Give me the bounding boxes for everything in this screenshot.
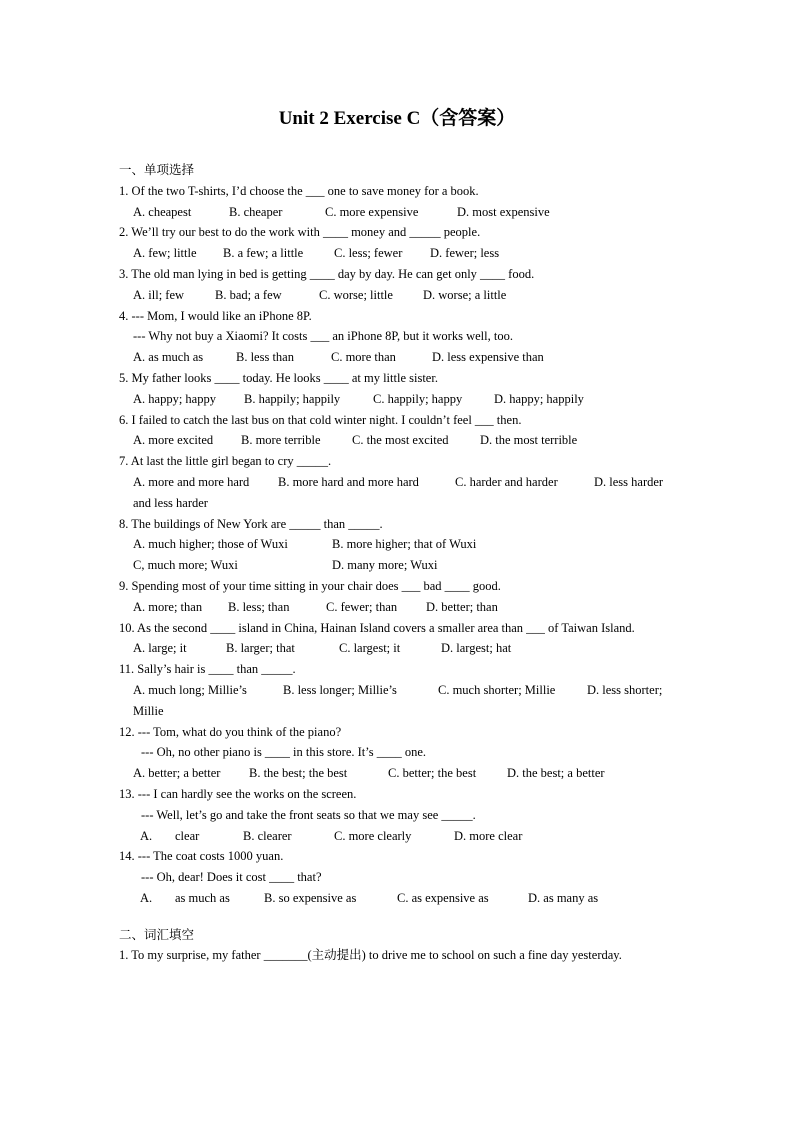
options-row [119,430,675,451]
content [119,160,675,966]
question-dialog: --- Oh, no other piano is ____ in this store. It’s ____ one. [141,745,427,760]
options-row [119,285,675,306]
option-a: A. more; than [133,599,203,614]
question-stem: 12. --- Tom, what do you think of the piano? [119,724,342,739]
question-stem: 2. We’ll try our best to do the work with ____ money and _____ people. [119,225,481,240]
question-stem: 8. The buildings of New York are _____ than _____. [119,516,383,531]
options-row-continued [119,701,675,722]
question-stem: 14. --- The coat costs 1000 yuan. [119,849,284,864]
section-heading: 一、单项选择 [119,162,195,177]
question-stem: 4. --- Mom, I would like an iPhone 8P. [119,308,312,323]
question-10 [119,618,675,660]
question-dialog: --- Oh, dear! Does it cost ____ that? [141,870,322,885]
question-stem: 11. Sally’s hair is ____ than _____. [119,662,296,677]
options-row [119,597,675,618]
question-13 [119,784,675,846]
question-stem: 1. Of the two T-shirts, I’d choose the ___ one to save money for a book. [119,183,479,198]
option-a-letter: A. [140,828,153,843]
question-9 [119,576,675,618]
options-row [119,243,675,264]
option-b: B. bad; a few [215,287,282,302]
option-b: B. more hard and more hard [278,474,419,489]
option-d: D. less expensive than [432,350,544,365]
option-c: C. more clearly [334,828,412,843]
option-d: D. many more; Wuxi [332,558,438,573]
question-stem: 3. The old man lying in bed is getting ____ day by day. He can get only ____ food. [119,266,535,281]
section-multiple-choice [119,160,675,909]
option-b: B. so expensive as [264,890,357,905]
option-c: C. much shorter; Millie [438,682,556,697]
question-stem: 5. My father looks ____ today. He looks ____ at my little sister. [119,370,438,385]
options-row [119,389,675,410]
options-row-continued [119,493,675,514]
option-a: A. better; a better [133,766,221,781]
option-d: D. the best; a better [507,766,605,781]
option-a: A. large; it [133,641,187,656]
option-a: A. ill; few [133,287,185,302]
question-stem: 10. As the second ____ island in China, Hainan Island covers a smaller area than ___ of Taiwan Island. [119,620,635,635]
question-4 [119,306,675,368]
option-c: C. better; the best [388,766,477,781]
option-b: B. less longer; Millie’s [283,682,397,697]
question-2 [119,222,675,264]
option-a: A. more and more hard [133,474,250,489]
option-a: A. more excited [133,433,214,448]
option-b: B. cheaper [229,204,283,219]
options-row [119,202,675,223]
options-row [119,472,675,493]
option-a: A. happy; happy [133,391,216,406]
option-d: D. most expensive [457,204,550,219]
option-c: C. fewer; than [326,599,398,614]
option-b: B. a few; a little [223,246,304,261]
option-a-text: clear [175,828,200,843]
page-title: Unit 2 Exercise C（含答案） [278,108,516,129]
option-c: C. worse; little [319,287,393,302]
option-a-text: as much as [175,890,230,905]
options-row [119,534,675,555]
section-vocabulary [119,925,675,967]
option-d: D. the most terrible [480,433,578,448]
options-row [119,555,675,576]
question-8 [119,514,675,576]
option-c: C. more than [331,350,396,365]
options-row [119,888,675,909]
option-b: B. more terrible [241,433,321,448]
option-c: C. as expensive as [397,890,489,905]
option-d: D. less shorter; [587,682,663,697]
section-heading: 二、词汇填空 [119,926,195,942]
option-d: D. better; than [426,599,498,614]
option-b: B. happily; happily [244,391,341,406]
options-row [119,763,675,784]
question-dialog: --- Why not buy a Xiaomi? It costs ___ an iPhone 8P, but it works well, too. [133,329,513,344]
question-14 [119,846,675,908]
option-b: B. clearer [243,828,292,843]
option-b: B. the best; the best [249,766,348,781]
vocab-question-1: 1. To my surprise, my father _______(主动提出) to drive me to school on such a fine day yesterday. [119,948,622,963]
options-row [119,638,675,659]
question-stem: 9. Spending most of your time sitting in your chair does ___ bad ____ good. [119,578,501,593]
option-a: A. as much as [133,350,204,365]
option-a: A. few; little [133,246,197,261]
option-d: D. as many as [528,890,599,905]
question-7 [119,451,675,513]
option-b: B. more higher; that of Wuxi [332,537,477,552]
option-d: D. fewer; less [430,246,500,261]
option-d-continued: Millie [133,703,164,718]
option-b: B. less; than [228,599,290,614]
option-b: B. larger; that [226,641,295,656]
option-c: C. the most excited [352,433,449,448]
option-d: D. less harder [594,474,664,489]
options-row [119,680,675,701]
question-dialog: --- Well, let’s go and take the front seats so that we may see _____. [141,807,476,822]
option-d: D. worse; a little [423,287,507,302]
options-row [119,826,675,847]
option-c: C. less; fewer [334,246,403,261]
question-stem: 6. I failed to catch the last bus on that cold winter night. I couldn’t feel ___ then. [119,412,522,427]
options-row [119,347,675,368]
question-6 [119,410,675,452]
option-a: A. cheapest [133,204,192,219]
option-c: C, much more; Wuxi [133,558,238,573]
option-c: C. happily; happy [373,391,463,406]
option-d: D. more clear [454,828,523,843]
option-c: C. harder and harder [455,474,558,489]
option-a: A. much long; Millie’s [133,682,247,697]
question-stem: 13. --- I can hardly see the works on the screen. [119,786,357,801]
question-3 [119,264,675,306]
option-a: A. much higher; those of Wuxi [133,537,288,552]
question-5 [119,368,675,410]
question-11 [119,659,675,721]
option-d: D. happy; happily [494,391,584,406]
option-d: D. largest; hat [441,641,512,656]
option-c: C. more expensive [325,204,419,219]
option-b: B. less than [236,350,294,365]
option-c: C. largest; it [339,641,401,656]
question-12 [119,722,675,784]
option-a-letter: A. [140,890,153,905]
question-1 [119,181,675,223]
option-d-continued: and less harder [133,495,208,510]
question-stem: 7. At last the little girl began to cry _____. [119,454,332,469]
